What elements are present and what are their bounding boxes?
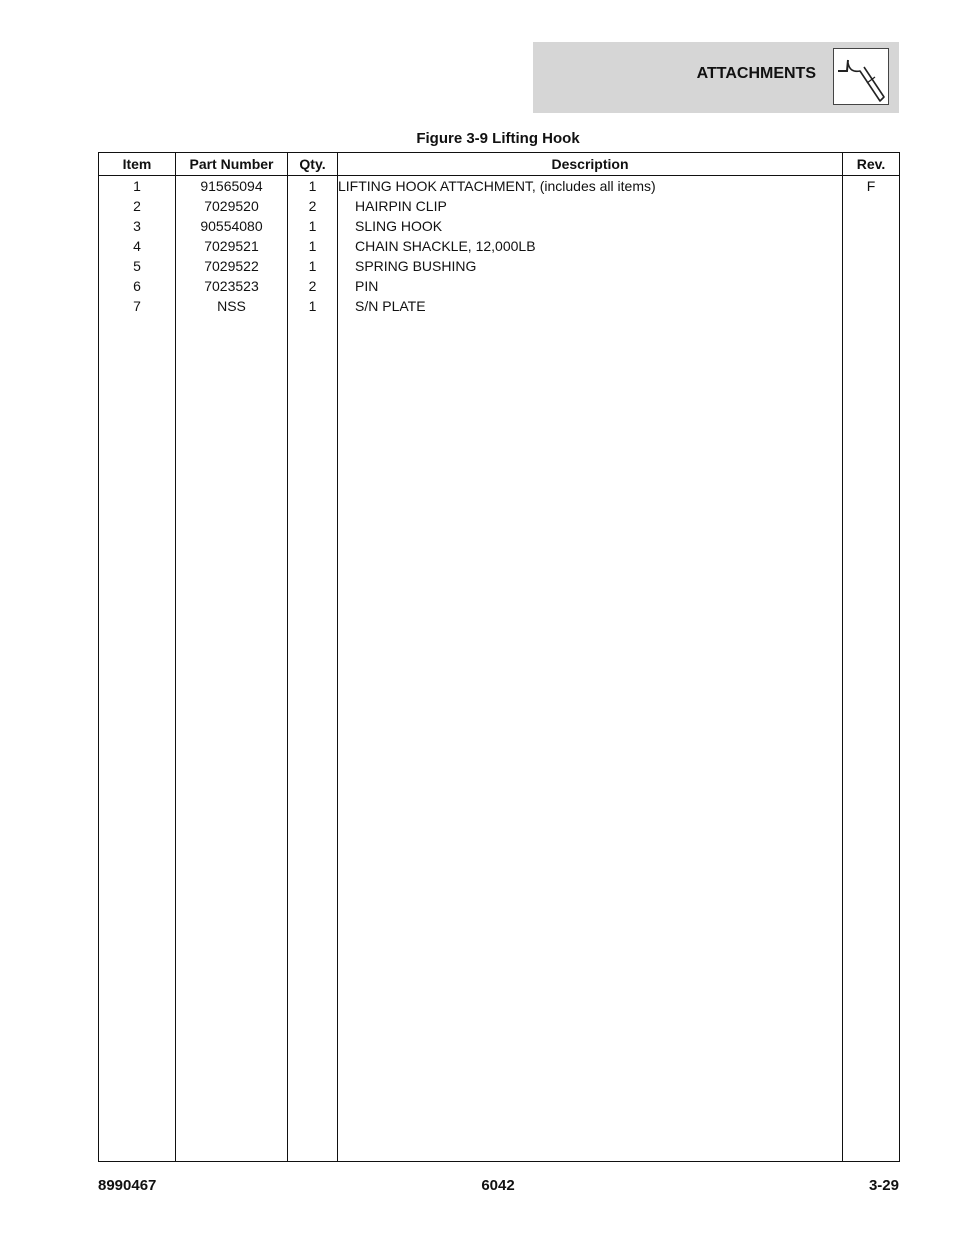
part-number-cell: 7029520 [176, 196, 288, 216]
part-number-cell: 7029521 [176, 236, 288, 256]
item-cell: 5 [99, 256, 176, 276]
item-cell: 3 [99, 216, 176, 236]
rev-cell [843, 296, 900, 316]
section-title: ATTACHMENTS [696, 65, 816, 82]
footer-page-number: 3-29 [868, 1177, 899, 1194]
rev-cell [843, 216, 900, 236]
table-row [99, 276, 900, 296]
part-number-cell: NSS [176, 296, 288, 316]
qty-cell: 1 [288, 176, 338, 197]
description-cell: SPRING BUSHING [338, 256, 843, 276]
description-cell: CHAIN SHACKLE, 12,000LB [338, 236, 843, 256]
part-number-cell: 91565094 [176, 176, 288, 197]
description-cell: LIFTING HOOK ATTACHMENT, (includes all items) [338, 176, 843, 197]
part-number-cell: 90554080 [176, 216, 288, 236]
item-cell: 4 [99, 236, 176, 256]
column-header-qty: Qty. [288, 153, 338, 176]
footer-model-number: 6042 [481, 1177, 515, 1194]
table-row [99, 176, 900, 197]
column-header-description: Description [338, 153, 843, 176]
part-number-cell: 7029522 [176, 256, 288, 276]
item-cell: 2 [99, 196, 176, 216]
qty-cell: 1 [288, 256, 338, 276]
column-header-rev: Rev. [843, 153, 900, 176]
table-row [99, 296, 900, 316]
figure-title: Figure 3-9 Lifting Hook [416, 130, 580, 147]
description-cell: SLING HOOK [338, 216, 843, 236]
table-row [99, 196, 900, 216]
qty-cell: 2 [288, 276, 338, 296]
table-row [99, 256, 900, 276]
footer-document-number: 8990467 [98, 1177, 157, 1194]
description-cell: PIN [338, 276, 843, 296]
rev-cell [843, 236, 900, 256]
part-number-cell: 7023523 [176, 276, 288, 296]
description-cell: HAIRPIN CLIP [338, 196, 843, 216]
column-header-part-number: Part Number [176, 153, 288, 176]
qty-cell: 1 [288, 236, 338, 256]
rev-cell [843, 276, 900, 296]
parts-table [98, 152, 900, 1162]
item-cell: 7 [99, 296, 176, 316]
section-banner [533, 42, 899, 113]
table-row [99, 236, 900, 256]
description-cell: S/N PLATE [338, 296, 843, 316]
rev-cell: F [843, 176, 900, 197]
table-row [99, 216, 900, 236]
item-cell: 6 [99, 276, 176, 296]
hook-tool-icon [833, 48, 889, 105]
qty-cell: 1 [288, 216, 338, 236]
table-filler-row [99, 316, 900, 1162]
qty-cell: 2 [288, 196, 338, 216]
table-header-row [99, 153, 900, 176]
rev-cell [843, 196, 900, 216]
qty-cell: 1 [288, 296, 338, 316]
column-header-item: Item [99, 153, 176, 176]
rev-cell [843, 256, 900, 276]
item-cell: 1 [99, 176, 176, 197]
